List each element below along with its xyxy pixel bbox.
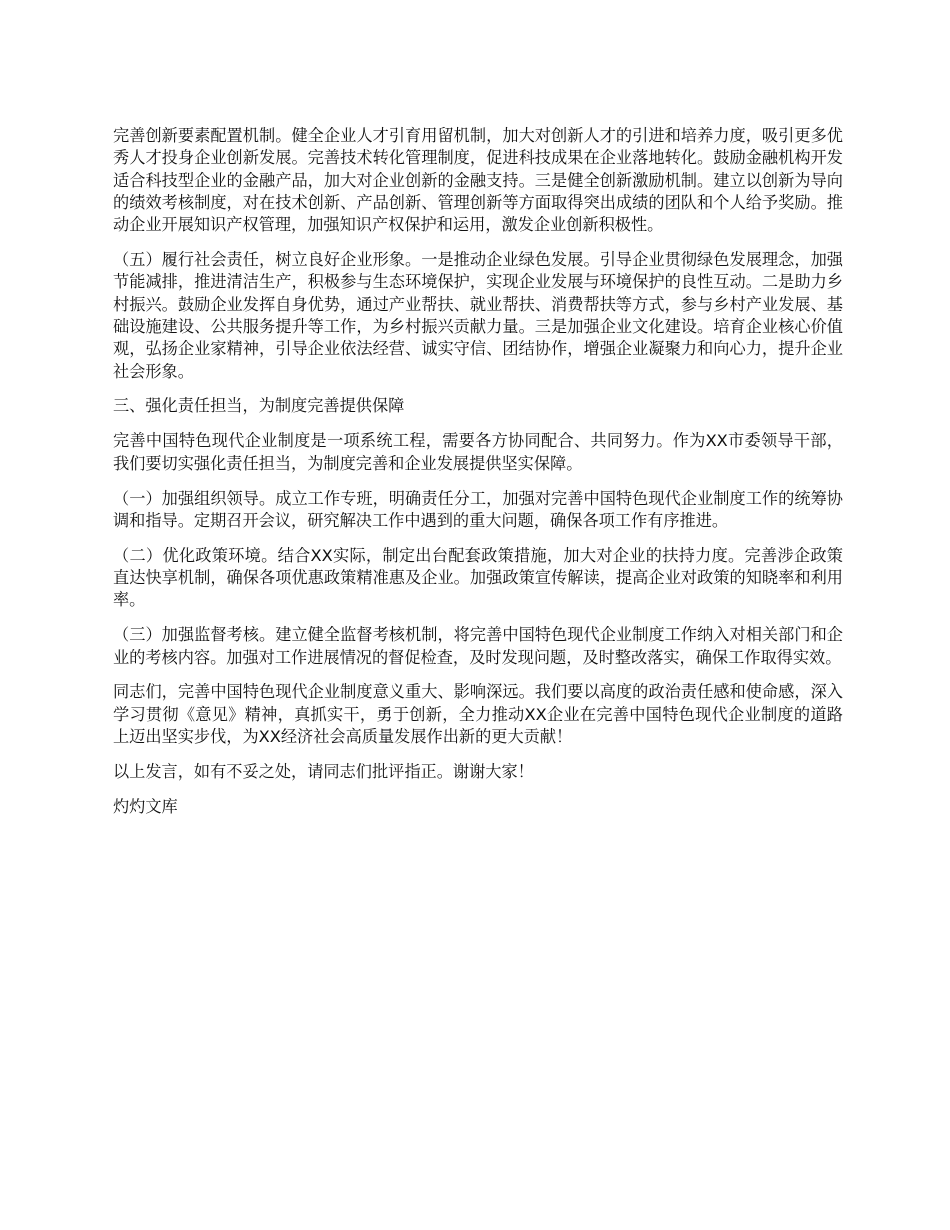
footer-source-label: 灼灼文库 bbox=[113, 796, 178, 816]
paragraph-organization-leadership: （一）加强组织领导。成立工作专班，明确责任分工，加强对完善中国特色现代企业制度工作的统筹协调和指导。定期召开会议，研究解决工作中遇到的重大问题，确保各项工作有序推进。 bbox=[113, 488, 843, 530]
section-heading-responsibility: 三、强化责任担当，为制度完善提供保障 bbox=[113, 396, 405, 416]
paragraph-system-engineering: 完善中国特色现代企业制度是一项系统工程，需要各方协同配合、共同努力。作为XX市委领导干部，我们要切实强化责任担当，为制度完善和企业发展提供坚实保障。 bbox=[113, 431, 843, 473]
paragraph-innovation-mechanism: 完善创新要素配置机制。健全企业人才引育用留机制，加大对创新人才的引进和培养力度，吸引更多优秀人才投身企业创新发展。完善技术转化管理制度，促进科技成果在企业落地转化。鼓励金融机构开发适合科技型企业的金融产品，加大对企业创新的金融支持。三是健全创新激励机制。建立以创新为导向的绩效考核制度，对在技术创新、产品创新、管理创新等方面取得突出成绩的团队和个人给予奖励。推动企业开展知识产权管理，加强知识产权保护和运用，激发企业创新积极性。 bbox=[113, 126, 843, 235]
paragraph-policy-environment: （二）优化政策环境。结合XX实际，制定出台配套政策措施，加大对企业的扶持力度。完善涉企政策直达快享机制，确保各项优惠政策精准惠及企业。加强政策宣传解读，提高企业对政策的知晓率和利用率。 bbox=[113, 545, 843, 610]
paragraph-social-responsibility: （五）履行社会责任，树立良好企业形象。一是推动企业绿色发展。引导企业贯彻绿色发展理念，加强节能减排，推进清洁生产，积极参与生态环境保护，实现企业发展与环境保护的良性互动。二是助力乡村振兴。鼓励企业发挥自身优势，通过产业帮扶、就业帮扶、消费帮扶等方式，参与乡村产业发展、基础设施建设、公共服务提升等工作，为乡村振兴贡献力量。三是加强企业文化建设。培育企业核心价值观，弘扬企业家精神，引导企业依法经营、诚实守信、团结协作，增强企业凝聚力和向心力，提升企业社会形象。 bbox=[113, 250, 843, 381]
paragraph-thanks: 以上发言，如有不妥之处，请同志们批评指正。谢谢大家！ bbox=[113, 761, 534, 781]
paragraph-supervision-assessment: （三）加强监督考核。建立健全监督考核机制，将完善中国特色现代企业制度工作纳入对相关部门和企业的考核内容。加强对工作进展情况的督促检查，及时发现问题，及时整改落实，确保工作取得实效。 bbox=[113, 625, 843, 667]
document-body bbox=[113, 125, 843, 831]
paragraph-closing-remarks: 同志们，完善中国特色现代企业制度意义重大、影响深远。我们要以高度的政治责任感和使命感，深入学习贯彻《意见》精神，真抓实干，勇于创新，全力推动XX企业在完善中国特色现代企业制度的道路上迈出坚实步伐，为XX经济社会高质量发展作出新的更大贡献！ bbox=[113, 682, 843, 746]
